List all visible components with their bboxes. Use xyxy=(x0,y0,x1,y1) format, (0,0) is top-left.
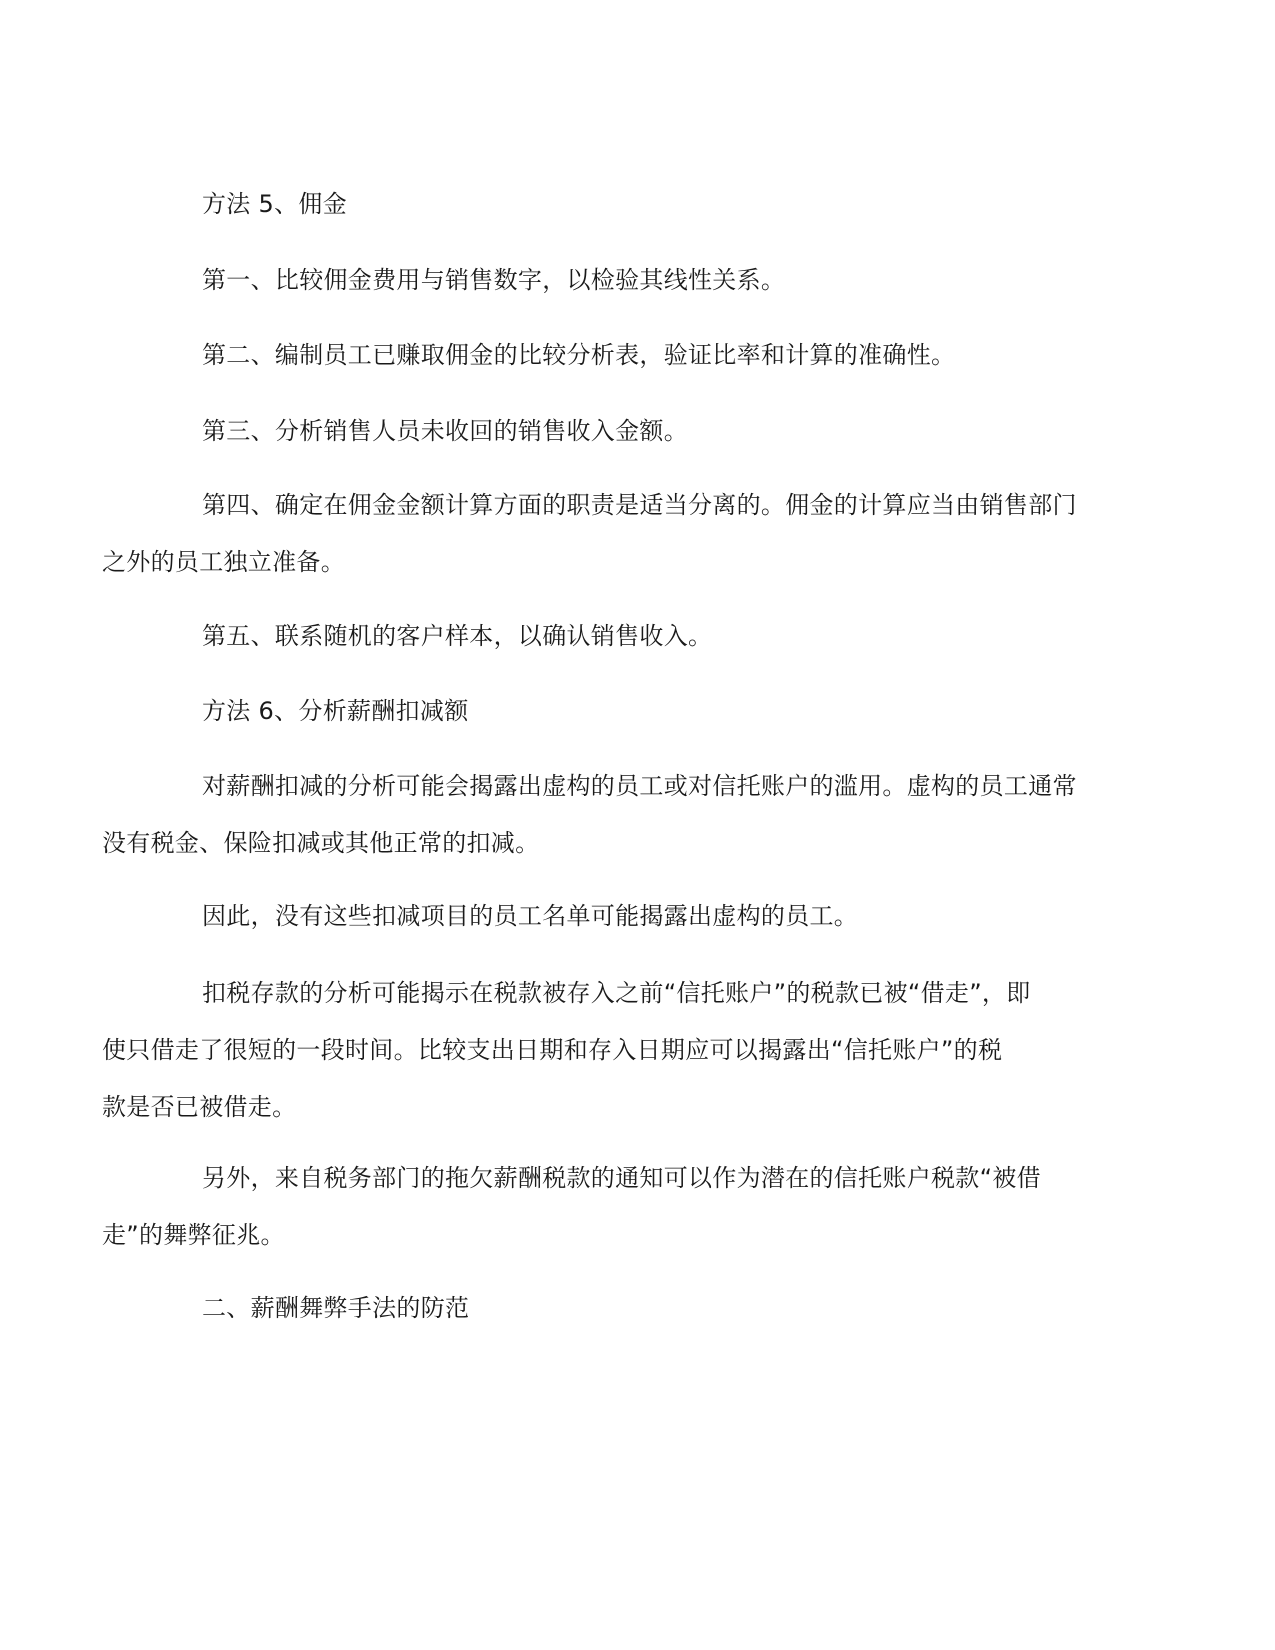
paragraph-additionally xyxy=(102,1150,1100,1264)
method6-heading xyxy=(152,683,1100,740)
paragraph-line: 另外，来自税务部门的拖欠薪酬税款的通知可以作为潜在的信托账户税款“被借 xyxy=(202,1164,1041,1192)
paragraph-line: 因此，没有这些扣减项目的员工名单可能揭露出虚构的员工。 xyxy=(202,902,859,930)
paragraph-line: 二、薪酬舞弊手法的防范 xyxy=(202,1294,470,1322)
paragraph-step2 xyxy=(152,327,1100,384)
paragraph-line: 第五、联系随机的客户样本，以确认销售收入。 xyxy=(202,622,713,650)
paragraph-line: 方法 6、分析薪酬扣减额 xyxy=(202,697,469,725)
paragraph-line: 第三、分析销售人员未收回的销售收入金额。 xyxy=(202,417,688,445)
paragraph-line: 使只借走了很短的一段时间。比较支出日期和存入日期应可以揭露出“信托账户”的税 xyxy=(102,1036,1003,1064)
paragraph-step3 xyxy=(152,403,1100,460)
paragraph-line: 没有税金、保险扣减或其他正常的扣减。 xyxy=(102,829,540,857)
paragraph-line: 第四、确定在佣金金额计算方面的职责是适当分离的。佣金的计算应当由销售部门 xyxy=(202,491,1077,519)
method5-heading xyxy=(152,176,1100,233)
paragraph-line: 走”的舞弊征兆。 xyxy=(102,1221,285,1249)
paragraph-line: 对薪酬扣减的分析可能会揭露出虚构的员工或对信托账户的滥用。虚构的员工通常 xyxy=(202,772,1077,800)
paragraph-line: 款是否已被借走。 xyxy=(102,1093,297,1121)
paragraph-line: 第二、编制员工已赚取佣金的比较分析表，验证比率和计算的准确性。 xyxy=(202,341,956,369)
paragraph-tax-withholding xyxy=(102,965,1100,1136)
paragraph-therefore xyxy=(152,888,1100,945)
paragraph-line: 第一、比较佣金费用与销售数字，以检验其线性关系。 xyxy=(202,266,786,294)
paragraph-line: 方法 5、佣金 xyxy=(202,190,347,218)
paragraph-step1 xyxy=(152,252,1100,309)
section2-heading xyxy=(152,1280,1100,1337)
paragraph-deduction-analysis xyxy=(102,758,1100,872)
paragraph-step5 xyxy=(152,608,1100,665)
paragraph-line: 扣税存款的分析可能揭示在税款被存入之前“信托账户”的税款已被“借走”，即 xyxy=(202,979,1031,1007)
paragraph-line: 之外的员工独立准备。 xyxy=(102,548,345,576)
paragraph-step4 xyxy=(102,477,1100,591)
